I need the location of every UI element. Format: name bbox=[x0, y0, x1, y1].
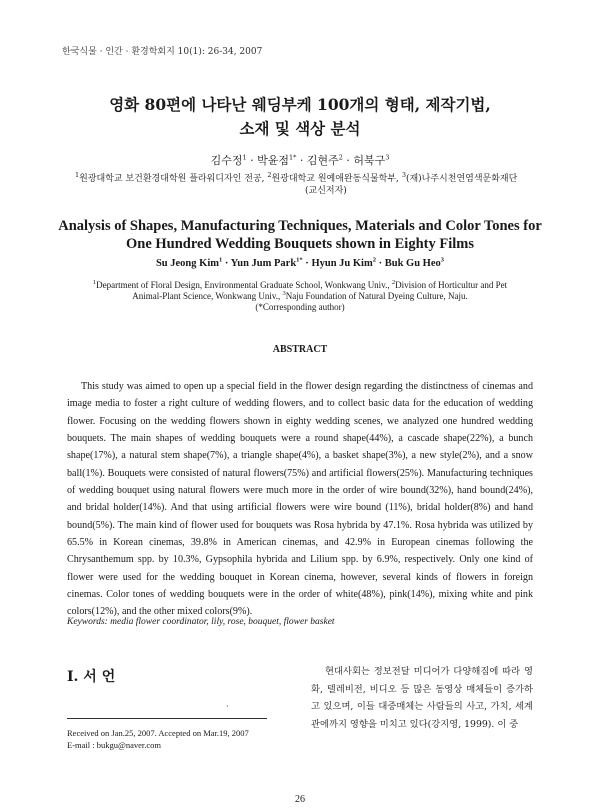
author-superscript: 2 bbox=[372, 256, 376, 264]
korean-affiliation-part: 원광대학교 원예애완동식물학부, bbox=[271, 174, 399, 184]
corresponding-author-note: (*Corresponding author) bbox=[255, 302, 345, 312]
korean-affiliation-part: (재)나주시천연염색문화재단 bbox=[405, 174, 518, 184]
english-affiliation bbox=[90, 280, 510, 313]
page-number: 26 bbox=[295, 794, 305, 805]
korean-affiliation-part: 원광대학교 보건환경대학원 플라워디자인 전공, bbox=[79, 174, 265, 184]
korean-title-line-2: 소재 및 색상 분석 bbox=[239, 119, 361, 138]
author-superscript: 3 bbox=[385, 153, 390, 162]
affiliation-superscript: 3 bbox=[282, 290, 286, 297]
author-superscript: 2 bbox=[338, 153, 343, 162]
english-author-name: Yun Jum Park bbox=[230, 258, 297, 269]
abstract-body: This study was aimed to open up a special field in the flower design regarding the distinctness of cinemas and image media to foster a right culture of wedding flowers, and to collect basic data for the education of wedding flower. Focusing on the wedding flowers shown in eighty wedding scenes, we analyzed one hundred wedding bouquets. The main shapes of wedding bouquets were a round shape(44%), a cascade shape(22%), a bunch shape(17%), a natural stem shape(7%), a triangle shape(4%), a basket shape(3%), a new style(2%), and a snow ball(1%). Bouquets were consisted of natural flowers(75%) and artificial flowers(25%). Manufacturing techniques of wedding bouquet using natural flowers were much more in the order of wire bound(32%), hand bound(24%), and bridal holder(14%). And that using artificial flowers were wire bound (11%), bridal holder(8%) and hand bound(5%). The main kind of flower used for bouquets was Rosa hybrida by 47.1%. Rosa hybrida was utilized by 65.5% in Korean cinemas, 39.8% in American cinemas, and 42.9% in European cinemas following the Chrysanthemum spp. by 10.3%, Gypsophila hybrida and Lilium spp. by 6.9%, respectively. Only one kind of flower were used for the wedding bouquet in Korean cinema, however, several kinds of flowers in foreign cinemas. Color tones of wedding bouquets were in the order of white(48%), pink(14%), mixing white and pink colors(12%), and the other mixed colors(9%). bbox=[67, 381, 533, 618]
english-affiliation-part: Animal-Plant Science, Wonkwang Univ., bbox=[132, 291, 281, 301]
journal-header: 한국식물 · 인간 · 환경학회지 10(1): 26-34, 2007 bbox=[62, 47, 263, 57]
author-superscript: 1 bbox=[218, 256, 223, 264]
english-title: Analysis of Shapes, Manufacturing Techniques, Materials and Color Tones for One Hundred Wedding Bouquets shown in Eighty Films bbox=[58, 218, 542, 252]
affiliation-superscript: 1 bbox=[75, 171, 80, 179]
korean-author-name: 김현주 bbox=[306, 154, 339, 167]
affiliation-superscript: 2 bbox=[391, 279, 396, 286]
abstract-heading: ABSTRACT bbox=[272, 344, 328, 355]
author-superscript: 1* bbox=[296, 256, 303, 264]
english-affiliation-part: Department of Floral Design, Environmental Graduate School, Wonkwang Univ., bbox=[96, 280, 390, 290]
affiliation-superscript: 2 bbox=[267, 171, 272, 179]
korean-title-line-1: 영화 80편에 나타난 웨딩부케 100개의 형태, 제작기법, bbox=[109, 95, 491, 114]
author-superscript: 1 bbox=[242, 153, 247, 162]
english-author-name: Buk Gu Heo bbox=[384, 258, 441, 269]
english-author-list: Su Jeong Kim$^1$ · Yun Jum Park$^{1*}$ · Hyun Ju Kim$^2$ · Buk Gu Heo$^3$ bbox=[155, 256, 445, 269]
received-info bbox=[67, 727, 287, 751]
english-author-name: Su Jeong Kim bbox=[155, 258, 219, 269]
english-affiliation-part: Division of Horticultur and Pet bbox=[395, 280, 508, 290]
received-dates: Received on Jan.25, 2007. Accepted on Mar.19, 2007 bbox=[67, 728, 249, 738]
section-heading-introduction: Ⅰ. 서 언 bbox=[67, 669, 116, 685]
corresponding-author-note: (교신저자) bbox=[305, 186, 347, 196]
english-author-name: Hyun Ju Kim bbox=[311, 258, 373, 269]
footnote-divider bbox=[67, 718, 267, 719]
english-affiliation-part: Naju Foundation of Natural Dyeing Culture, Naju. bbox=[285, 291, 468, 301]
introduction-body: 현대사회는 정보전달 미디어가 다양해짐에 따라 영화, 텔레비전, 비디오 등 많은 동영상 매체들이 증가하고 있으며, 이들 대중매체는 사람들의 사고, 가치, 세계관에까지 영향을 미치고 있다(강지영, 1999). 이 중 bbox=[311, 666, 533, 730]
korean-author-name: 김수정 bbox=[210, 154, 243, 167]
author-superscript: 3 bbox=[440, 256, 445, 264]
contact-email: E-mail : bukgu@naver.com bbox=[67, 740, 161, 750]
korean-author-name: 허북구 bbox=[353, 154, 386, 167]
affiliation-superscript: 1 bbox=[92, 279, 97, 286]
korean-author-name: 박윤점 bbox=[257, 154, 289, 167]
korean-affiliation bbox=[75, 173, 535, 197]
keywords: Keywords: media flower coordinator, lily, rose, bouquet, flower basket bbox=[67, 617, 335, 627]
author-superscript: 1* bbox=[288, 153, 297, 162]
korean-author-list: 김수정$^1$ · 박윤점$^{1*}$ · 김현주$^2$ · 허북구$^3$ bbox=[210, 153, 390, 167]
footnote-dot: · bbox=[226, 702, 229, 711]
affiliation-superscript: 3 bbox=[401, 171, 406, 179]
